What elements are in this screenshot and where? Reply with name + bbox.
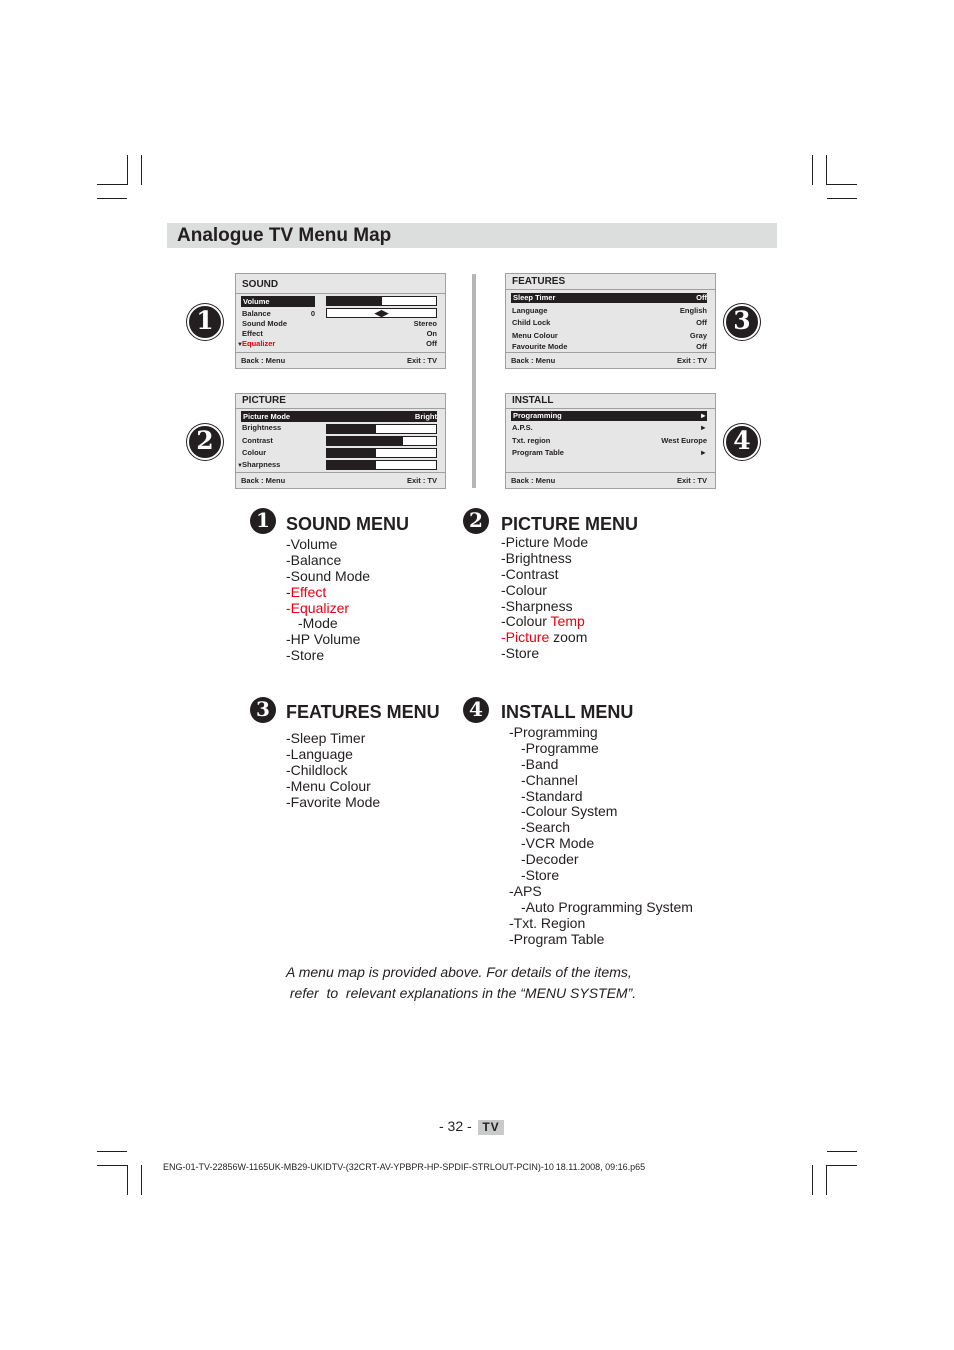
list-item: -Store <box>286 647 325 664</box>
page-title: Analogue TV Menu Map <box>177 225 392 246</box>
menu-map-note: A menu map is provided above. For details of the items, refer to relevant explanations in the “MENU SYSTEM”. <box>286 964 637 1001</box>
osd-footer: Back : Menu Exit : TV <box>506 352 715 368</box>
list-item: -Store <box>501 645 540 662</box>
osd-row-aps[interactable]: A.P.S. ► <box>512 423 707 432</box>
list-item: -Band <box>521 755 559 772</box>
title-bar <box>167 223 777 248</box>
osd-row-contrast[interactable]: Contrast <box>242 436 273 445</box>
badge-1-small: 1 <box>250 508 276 534</box>
brightness-fill <box>327 425 376 433</box>
list-item: -Auto Programming System <box>521 898 693 915</box>
list-item: -Colour Temp <box>501 613 585 630</box>
contrast-fill <box>327 437 403 445</box>
sharpness-bar[interactable] <box>326 460 437 470</box>
volume-fill <box>327 297 382 305</box>
osd-features <box>505 273 716 369</box>
list-item: -HP Volume <box>286 631 361 648</box>
list-item: -Sharpness <box>501 597 573 614</box>
list-item: -Brightness <box>501 549 572 566</box>
list-item: -Language <box>286 745 353 762</box>
osd-footer: Back : Menu Exit : TV <box>236 352 445 368</box>
list-item: -Mode <box>298 615 338 632</box>
list-item: -Standard <box>521 787 583 804</box>
osd-row-child-lock[interactable]: Child Lock Off <box>512 318 707 327</box>
osd-row-programming[interactable]: Programming ► <box>513 411 707 420</box>
contrast-bar[interactable] <box>326 436 437 446</box>
arrow-right-icon: ► <box>699 411 707 420</box>
osd-header: FEATURES <box>506 274 715 290</box>
osd-row-sharpness[interactable]: ▼ Sharpness <box>241 459 315 470</box>
crop-mark <box>127 155 128 185</box>
osd-header: PICTURE <box>236 394 445 409</box>
crop-mark <box>826 155 827 185</box>
list-item: -Program Table <box>509 930 605 947</box>
osd-header: SOUND <box>236 274 445 294</box>
arrow-right-icon: ► <box>699 423 707 432</box>
install-menu-list <box>509 725 693 947</box>
list-item: -VCR Mode <box>521 835 595 852</box>
crop-mark <box>97 1165 127 1166</box>
balance-bar[interactable] <box>326 308 437 318</box>
sound-menu-title: SOUND MENU <box>286 514 410 534</box>
list-item: -Colour System <box>521 803 618 820</box>
osd-row-balance[interactable]: Balance 0 <box>242 309 315 318</box>
list-item: -Picture zoom <box>501 629 588 646</box>
list-item: -Sleep Timer <box>286 730 366 746</box>
osd-footer: Back : Menu Exit : TV <box>236 472 445 488</box>
osd-sound <box>235 273 446 369</box>
list-item: -Sound Mode <box>286 567 371 584</box>
balance-arrows-icon: ◀▶ <box>374 308 389 318</box>
osd-row-favourite-mode[interactable]: Favourite Mode Off <box>512 342 707 351</box>
osd-row-volume[interactable]: Volume <box>241 296 315 307</box>
crop-mark <box>827 1165 857 1166</box>
list-item: -Search <box>521 819 571 836</box>
crop-mark <box>97 1151 127 1152</box>
crop-mark <box>97 198 127 199</box>
volume-bar[interactable] <box>326 296 437 306</box>
list-item: -Decoder <box>521 851 579 868</box>
osd-row-sound-mode[interactable]: Sound Mode Stereo <box>242 319 437 328</box>
osd-install <box>505 393 716 489</box>
crop-mark <box>826 1165 827 1195</box>
osd-row-menu-colour[interactable]: Menu Colour Gray <box>512 331 707 340</box>
badge-3: 3 <box>724 304 760 340</box>
list-item: -Store <box>521 867 560 884</box>
badge-1: 1 <box>187 304 223 340</box>
crop-mark <box>812 155 813 185</box>
page-number: - 32 - <box>439 1118 472 1134</box>
sharpness-fill <box>327 461 376 469</box>
badge-4-small: 4 <box>463 697 489 723</box>
install-menu-title: INSTALL MENU <box>501 702 634 722</box>
list-item: -Equalizer <box>286 599 350 616</box>
list-item: -APS <box>509 882 542 899</box>
list-item: -Balance <box>286 551 342 568</box>
list-item: -Programming <box>509 724 598 740</box>
footer-file-info: ENG-01-TV-22856W-1165UK-MB29-UKIDTV-(32CRT-AV-YPBPR-HP-SPDIF-STRLOUT-PCIN)-10 18.11.2008, 09:16.p65 <box>163 1162 646 1172</box>
picture-menu-title: PICTURE MENU <box>501 514 639 534</box>
colour-bar[interactable] <box>326 448 437 458</box>
list-item: -Effect <box>286 583 327 600</box>
features-menu-title: FEATURES MENU <box>286 702 440 722</box>
crop-mark <box>827 1151 857 1152</box>
page-tag: TV <box>478 1120 504 1135</box>
osd-row-colour[interactable]: Colour <box>242 448 267 457</box>
list-item: -Menu Colour <box>286 777 371 794</box>
osd-footer: Back : Menu Exit : TV <box>506 472 715 488</box>
osd-row-picture-mode[interactable]: Picture Mode Bright <box>243 412 437 421</box>
crop-mark <box>827 184 857 185</box>
colour-fill <box>327 449 376 457</box>
osd-picture <box>235 393 446 489</box>
scroll-down-icon: ▼ <box>237 342 243 348</box>
badge-2-small: 2 <box>463 508 489 534</box>
list-item: -Volume <box>286 536 338 552</box>
osd-row-equalizer[interactable]: ▼ Equalizer Off <box>241 338 437 349</box>
list-item: -Contrast <box>501 565 559 582</box>
crop-mark <box>141 155 142 185</box>
brightness-bar[interactable] <box>326 424 437 434</box>
badge-4: 4 <box>724 424 760 460</box>
crop-mark <box>827 198 857 199</box>
crop-mark <box>141 1165 142 1195</box>
osd-row-brightness[interactable]: Brightness <box>242 423 282 432</box>
arrow-right-icon: ► <box>699 448 707 457</box>
crop-mark <box>812 1165 813 1195</box>
column-divider <box>472 274 476 488</box>
picture-menu-list <box>501 535 588 662</box>
osd-row-effect[interactable]: Effect On <box>242 329 437 338</box>
list-item: -Favorite Mode <box>286 793 381 810</box>
badge-2: 2 <box>187 424 223 460</box>
list-item: -Programme <box>521 739 599 756</box>
osd-row-program-table[interactable]: Program Table ► <box>512 448 707 457</box>
osd-row-txt-region[interactable]: Txt. region West Europe <box>512 436 707 445</box>
list-item: -Channel <box>521 771 578 788</box>
scroll-down-icon: ▼ <box>237 463 243 469</box>
list-item: -Childlock <box>286 761 348 778</box>
osd-row-language[interactable]: Language English <box>512 306 707 315</box>
list-item: -Txt. Region <box>509 914 586 931</box>
list-item: -Colour <box>501 581 547 598</box>
osd-row-sleep-timer[interactable]: Sleep Timer Off <box>513 293 707 302</box>
badge-3-small: 3 <box>250 697 276 723</box>
osd-header: INSTALL <box>506 394 715 409</box>
crop-mark <box>127 1165 128 1195</box>
features-menu-list <box>286 731 380 810</box>
sound-menu-list <box>286 537 370 664</box>
crop-mark <box>97 184 127 185</box>
list-item: -Picture Mode <box>501 534 589 550</box>
